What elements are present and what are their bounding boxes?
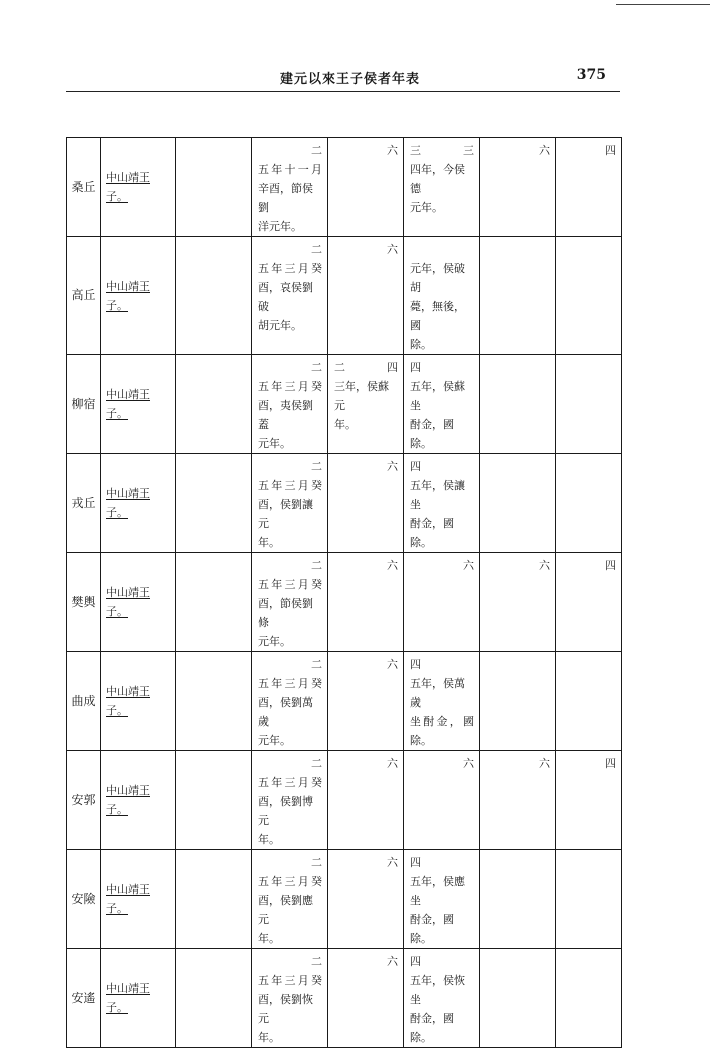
period-cell — [328, 652, 404, 751]
relation-cell — [101, 949, 176, 1048]
text-line: 五年三月癸 — [258, 875, 322, 888]
year-count: 四 — [410, 955, 421, 968]
table-row — [67, 850, 622, 949]
table-row — [67, 237, 622, 355]
relation-text: 中山靖王子。 — [106, 586, 150, 618]
empty-cell — [556, 454, 622, 553]
text-line: 年。 — [258, 1031, 280, 1044]
table-row — [67, 553, 622, 652]
empty-cell — [556, 652, 622, 751]
year-count: 六 — [387, 658, 398, 671]
header-rule — [66, 91, 620, 92]
text-line: 年。 — [258, 932, 280, 945]
table-row — [67, 751, 622, 850]
year-count: 六 — [387, 144, 398, 157]
enfeoffment-cell — [252, 355, 328, 454]
text-line: 元年。 — [258, 734, 291, 747]
text-line: 酉，侯劉讓元 — [258, 498, 313, 530]
period-cell — [480, 553, 556, 652]
text-line: 元年，侯破胡 — [410, 262, 465, 294]
period-cell — [556, 751, 622, 850]
year-count: 六 — [539, 144, 550, 157]
period-cell — [404, 949, 480, 1048]
text-line: 四年，今侯德 — [410, 163, 465, 195]
year-count: 四 — [410, 460, 421, 473]
marquis-name: 桑丘 — [67, 138, 101, 237]
text-line: 年。 — [258, 833, 280, 846]
text-line: 酎金，國除。 — [410, 1012, 454, 1044]
enfeoffment-cell — [252, 652, 328, 751]
marquis-name: 安郭 — [67, 751, 101, 850]
text-line: 五年三月癸 — [258, 776, 322, 789]
relation-cell — [101, 237, 176, 355]
table-row — [67, 138, 622, 237]
relation-cell — [101, 454, 176, 553]
top-edge-rule — [616, 4, 710, 5]
chronological-table — [66, 137, 622, 1048]
relation-text: 中山靖王子。 — [106, 982, 150, 1014]
empty-cell — [176, 652, 252, 751]
year-count: 二 — [311, 144, 322, 157]
table-row — [67, 949, 622, 1048]
year-count: 六 — [539, 559, 550, 572]
year-count: 二 — [334, 361, 345, 374]
empty-cell — [556, 237, 622, 355]
table-row — [67, 454, 622, 553]
text-line — [410, 240, 474, 259]
empty-cell — [176, 553, 252, 652]
empty-cell — [556, 949, 622, 1048]
period-cell — [328, 949, 404, 1048]
marquis-name: 高丘 — [67, 237, 101, 355]
text-line: 洋元年。 — [258, 220, 302, 233]
text-line: 三年，侯蘇元 — [334, 380, 389, 412]
relation-cell — [101, 751, 176, 850]
period-cell — [404, 138, 480, 237]
empty-cell — [480, 454, 556, 553]
empty-cell — [480, 237, 556, 355]
text-line: 酉，侯劉博元 — [258, 795, 313, 827]
empty-cell — [480, 652, 556, 751]
period-cell — [328, 850, 404, 949]
period-cell — [328, 553, 404, 652]
empty-cell — [480, 850, 556, 949]
text-line: 五年，侯蘇坐 — [410, 380, 465, 412]
period-cell — [328, 751, 404, 850]
text-line: 坐酎金，國 — [410, 715, 474, 728]
period-cell — [404, 553, 480, 652]
page-header — [66, 66, 620, 92]
text-line: 酉，哀侯劉破 — [258, 281, 313, 313]
relation-text: 中山靖王子。 — [106, 388, 150, 420]
year-count: 六 — [387, 243, 398, 256]
relation-text: 中山靖王子。 — [106, 685, 150, 717]
enfeoffment-cell — [252, 751, 328, 850]
period-cell — [556, 553, 622, 652]
text-line: 五年，侯應坐 — [410, 875, 465, 907]
year-count: 二 — [311, 856, 322, 869]
year-count: 二 — [311, 361, 322, 374]
text-line: 年。 — [334, 418, 356, 431]
text-line: 五年三月癸 — [258, 479, 322, 492]
year-count: 六 — [387, 856, 398, 869]
period-cell — [404, 850, 480, 949]
year-count: 六 — [387, 460, 398, 473]
year-count: 二 — [311, 243, 322, 256]
year-count: 四 — [605, 144, 616, 157]
year-count: 三 — [463, 144, 474, 157]
page-number: 375 — [576, 67, 606, 83]
text-line: 五年，侯讓坐 — [410, 479, 465, 511]
text-line: 五年三月癸 — [258, 974, 322, 987]
relation-text: 中山靖王子。 — [106, 784, 150, 816]
table-row — [67, 652, 622, 751]
period-cell — [404, 652, 480, 751]
empty-cell — [556, 355, 622, 454]
marquis-name: 曲成 — [67, 652, 101, 751]
empty-cell — [176, 850, 252, 949]
text-line: 元年。 — [258, 635, 291, 648]
text-line: 薨，無後，國 — [410, 300, 465, 332]
enfeoffment-cell — [252, 850, 328, 949]
empty-cell — [176, 138, 252, 237]
text-line: 五年三月癸 — [258, 677, 322, 690]
year-count: 四 — [410, 856, 421, 869]
text-line: 酉，侯劉應元 — [258, 894, 313, 926]
relation-text: 中山靖王子。 — [106, 279, 150, 312]
relation-cell — [101, 138, 176, 237]
text-line: 元年。 — [410, 201, 443, 214]
year-count: 二 — [311, 460, 322, 473]
empty-cell — [176, 355, 252, 454]
period-cell — [404, 237, 480, 355]
enfeoffment-cell — [252, 237, 328, 355]
year-count: 二 — [311, 559, 322, 572]
empty-cell — [480, 949, 556, 1048]
text-line: 五年三月癸 — [258, 578, 322, 591]
enfeoffment-cell — [252, 949, 328, 1048]
enfeoffment-cell — [252, 454, 328, 553]
year-count: 六 — [539, 757, 550, 770]
text-line: 除。 — [410, 338, 432, 351]
relation-text: 中山靖王子。 — [106, 171, 150, 203]
year-count: 六 — [463, 559, 474, 572]
period-cell — [328, 237, 404, 355]
enfeoffment-cell — [252, 138, 328, 237]
text-line: 酎金，國除。 — [410, 517, 454, 549]
relation-text: 中山靖王子。 — [106, 883, 150, 915]
year-count: 六 — [387, 757, 398, 770]
year-count: 四 — [605, 559, 616, 572]
year-count: 二 — [311, 757, 322, 770]
period-cell — [328, 454, 404, 553]
text-line: 胡元年。 — [258, 319, 302, 332]
year-count: 二 — [311, 658, 322, 671]
year-count: 三 — [410, 144, 421, 157]
marquis-name: 戎丘 — [67, 454, 101, 553]
text-line: 酉，節侯劉條 — [258, 597, 313, 629]
period-cell — [480, 138, 556, 237]
period-cell — [328, 138, 404, 237]
year-count: 四 — [410, 658, 421, 671]
text-line: 五年三月癸 — [258, 262, 322, 275]
relation-cell — [101, 355, 176, 454]
period-cell — [404, 355, 480, 454]
text-line: 五年，侯萬歲 — [410, 677, 465, 709]
text-line: 除。 — [410, 734, 432, 747]
text-line: 五年十一月 — [258, 163, 322, 176]
relation-cell — [101, 850, 176, 949]
text-line: 五年，侯恢坐 — [410, 974, 465, 1006]
period-cell — [328, 355, 404, 454]
empty-cell — [176, 454, 252, 553]
year-count-pair — [334, 358, 398, 377]
empty-cell — [176, 237, 252, 355]
relation-text: 中山靖王子。 — [106, 487, 150, 519]
relation-cell — [101, 652, 176, 751]
year-count: 六 — [463, 757, 474, 770]
running-title: 建元以來王子侯者年表 — [280, 72, 421, 87]
marquis-name: 安險 — [67, 850, 101, 949]
year-count: 四 — [605, 757, 616, 770]
year-count: 二 — [311, 955, 322, 968]
table-row — [67, 355, 622, 454]
text-line: 酉，夷侯劉蓋 — [258, 399, 313, 431]
enfeoffment-cell — [252, 553, 328, 652]
marquis-name: 安遙 — [67, 949, 101, 1048]
empty-cell — [176, 949, 252, 1048]
text-line: 元年。 — [258, 437, 291, 450]
year-count-pair — [410, 141, 474, 160]
year-count: 四 — [410, 361, 421, 374]
period-cell — [404, 751, 480, 850]
year-count: 六 — [387, 559, 398, 572]
text-line: 酎金，國除。 — [410, 418, 454, 450]
text-line: 酎金，國除。 — [410, 913, 454, 945]
relation-cell — [101, 553, 176, 652]
text-line: 年。 — [258, 536, 280, 549]
text-line: 辛酉，節侯劉 — [258, 182, 313, 214]
year-count: 六 — [387, 955, 398, 968]
marquis-name: 柳宿 — [67, 355, 101, 454]
empty-cell — [480, 355, 556, 454]
year-count: 四 — [387, 361, 398, 374]
empty-cell — [556, 850, 622, 949]
empty-cell — [176, 751, 252, 850]
marquis-name: 樊輿 — [67, 553, 101, 652]
text-line: 酉，侯劉萬歲 — [258, 696, 313, 728]
period-cell — [480, 751, 556, 850]
period-cell — [404, 454, 480, 553]
text-line: 五年三月癸 — [258, 380, 322, 393]
period-cell — [556, 138, 622, 237]
text-line: 酉，侯劉恢元 — [258, 993, 313, 1025]
